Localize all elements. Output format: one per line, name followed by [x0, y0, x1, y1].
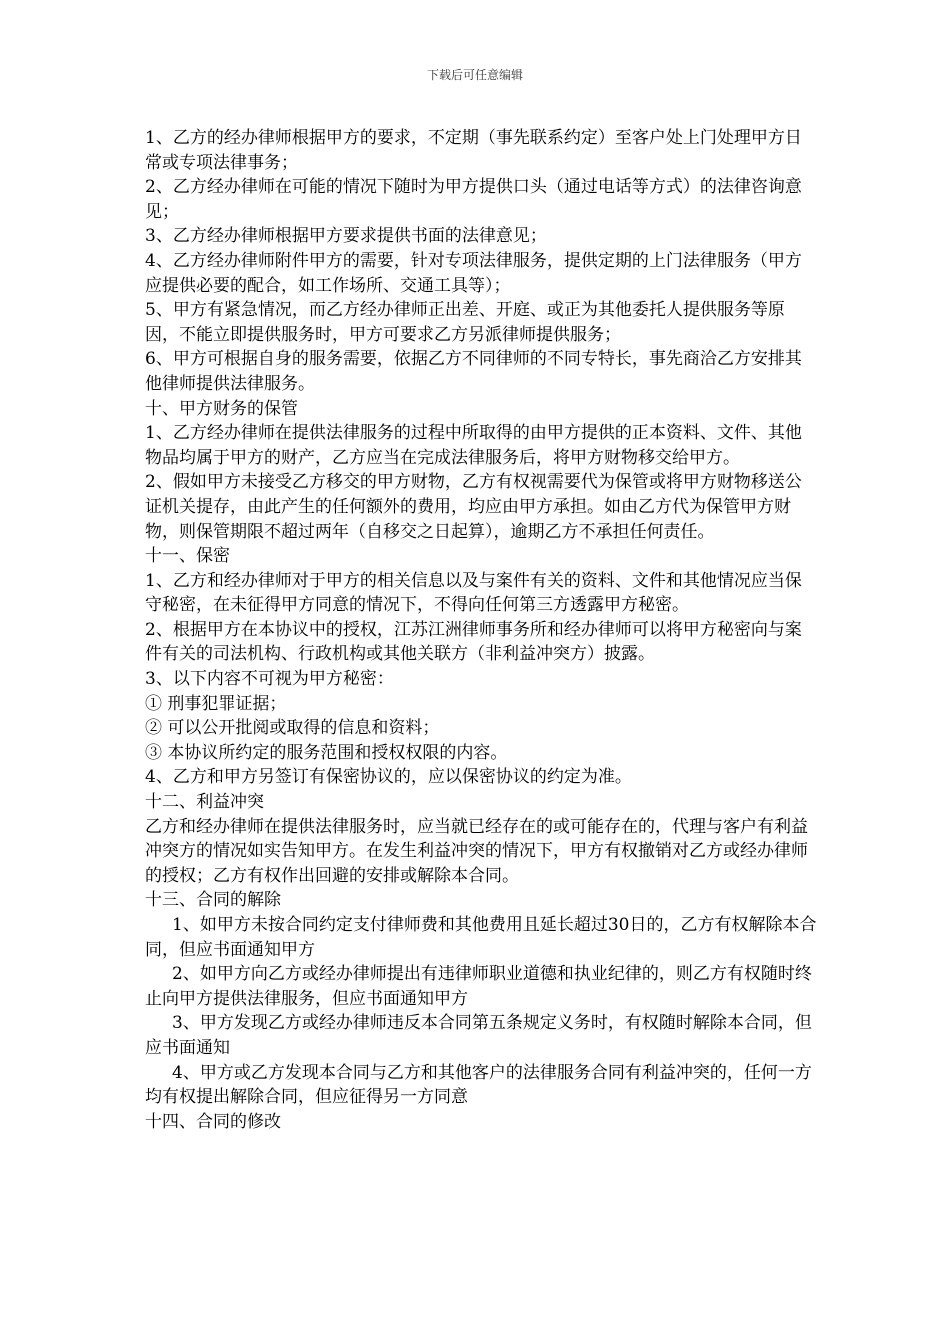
paragraph: 2、乙方经办律师在可能的情况下随时为甲方提供口头（通过电话等方式）的法律咨询意见； — [145, 177, 802, 222]
paragraph: 5、甲方有紧急情况，而乙方经办律师正出差、开庭、或正为其他委托人提供服务等原因，不能立即提供服务时，甲方可要求乙方另派律师提供服务； — [145, 300, 785, 345]
paragraph: ① 刑事犯罪证据； — [145, 693, 287, 714]
paragraph: ③ 本协议所约定的服务范围和授权权限的内容。 — [145, 742, 508, 763]
page-header: 下载后可任意编辑 — [426, 68, 523, 82]
paragraph: 1、如甲方未按合同约定支付律师费和其他费用且延长超过30日的，乙方有权解除本合同，但应书面通知甲方 — [145, 915, 817, 960]
paragraph: 十、甲方财务的保管 — [145, 398, 298, 419]
paragraph: 1、乙方的经办律师根据甲方的要求，不定期（事先联系约定）至客户处上门处理甲方日常或专项法律事务； — [145, 128, 802, 173]
paragraph: 2、假如甲方未接受乙方移交的甲方财物，乙方有权视需要代为保管或将甲方财物移送公证机关提存，由此产生的任何额外的费用，均应由甲方承担。如由乙方代为保管甲方财物，则保管期限不超过两年（自移交之日起算），逾期乙方不承担任何责任。 — [145, 472, 802, 542]
paragraph: 4、乙方经办律师附件甲方的需要，针对专项法律服务，提供定期的上门法律服务（甲方应提供必要的配合，如工作场所、交通工具等）； — [145, 250, 802, 296]
paragraph: 3、甲方发现乙方或经办律师违反本合同第五条规定义务时，有权随时解除本合同，但应书面通知 — [145, 1013, 812, 1058]
paragraph: 十四、合同的修改 — [145, 1111, 281, 1132]
paragraph: 2、根据甲方在本协议中的授权，江苏江洲律师事务所和经办律师可以将甲方秘密向与案件有关的司法机构、行政机构或其他关联方（非利益冲突方）披露。 — [145, 619, 802, 665]
paragraph: 3、乙方经办律师根据甲方要求提供书面的法律意见； — [145, 226, 547, 247]
paragraph: 4、乙方和甲方另签订有保密协议的，应以保密协议的约定为准。 — [145, 767, 632, 788]
paragraph: ② 可以公开批阅或取得的信息和资料； — [145, 718, 440, 739]
paragraph: 十二、利益冲突 — [145, 792, 264, 813]
paragraph: 1、乙方经办律师在提供法律服务的过程中所取得的由甲方提供的正本资料、文件、其他物品均属于甲方的财产，乙方应当在完成法律服务后，将甲方财物移交给甲方。 — [145, 423, 802, 468]
paragraph: 3、以下内容不可视为甲方秘密： — [145, 669, 394, 690]
paragraph: 十一、保密 — [145, 546, 230, 567]
paragraph: 6、甲方可根据自身的服务需要，依据乙方不同律师的不同专特长，事先商洽乙方安排其他律师提供法律服务。 — [145, 349, 802, 394]
paragraph: 乙方和经办律师在提供法律服务时，应当就已经存在的或可能存在的，代理与客户有利益冲突方的情况如实告知甲方。在发生利益冲突的情况下，甲方有权撤销对乙方或经办律师的授权；乙方有权作出回避的安排或解除本合同。 — [145, 816, 808, 886]
document-body — [145, 126, 817, 1134]
paragraph: 4、甲方或乙方发现本合同与乙方和其他客户的法律服务合同有利益冲突的，任何一方均有权提出解除合同，但应征得另一方同意 — [145, 1062, 812, 1108]
paragraph: 2、如甲方向乙方或经办律师提出有违律师职业道德和执业纪律的，则乙方有权随时终止向甲方提供法律服务，但应书面通知甲方 — [145, 964, 812, 1009]
paragraph: 十三、合同的解除 — [145, 890, 281, 911]
paragraph: 1、乙方和经办律师对于甲方的相关信息以及与案件有关的资料、文件和其他情况应当保守秘密，在未征得甲方同意的情况下，不得向任何第三方透露甲方秘密。 — [145, 570, 802, 616]
